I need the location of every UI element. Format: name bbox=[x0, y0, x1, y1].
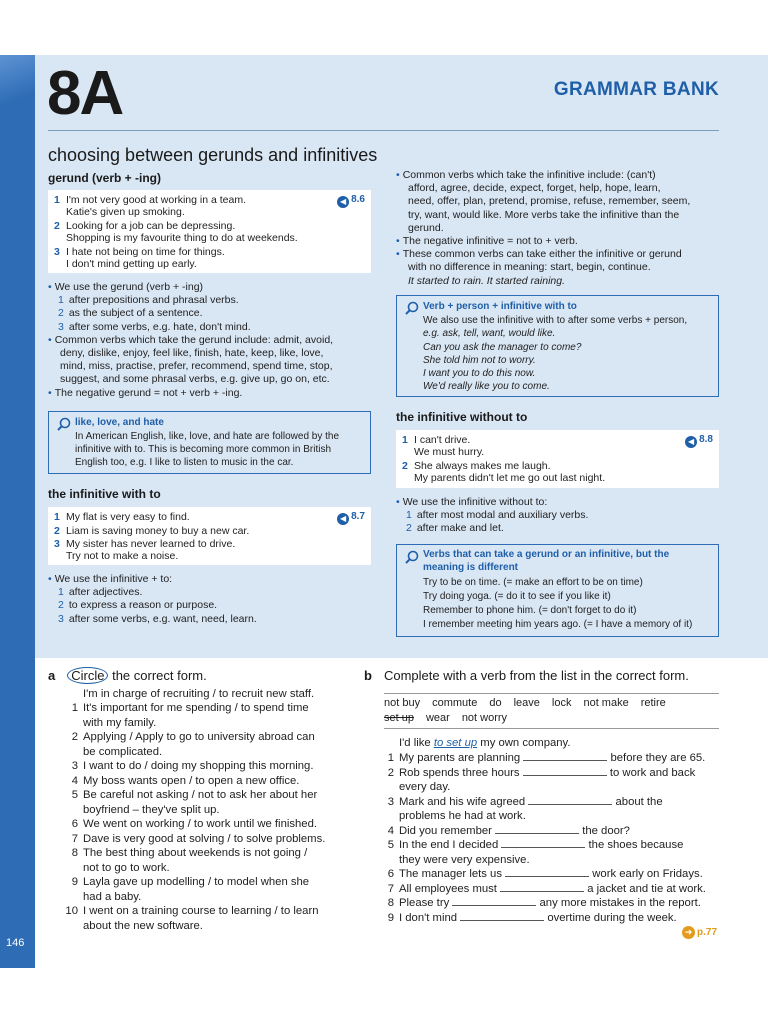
verb-person-infinitive-box bbox=[396, 295, 719, 397]
item-number: 1 bbox=[71, 702, 78, 714]
exercise-a-item[interactable] bbox=[64, 716, 156, 731]
item-text: Rob spends three hours bbox=[399, 766, 520, 779]
item-number: 6 bbox=[387, 868, 394, 880]
item-text: Layla gave up modelling / to model when she bbox=[83, 876, 310, 888]
like-love-hate-box bbox=[48, 411, 371, 474]
audio-ref[interactable] bbox=[337, 511, 365, 525]
rule-text: mind, miss, practise, prefer, recommend, spend time, stop, bbox=[60, 360, 333, 373]
item-text: Be careful not asking / not to ask her about her bbox=[83, 789, 318, 801]
item-text: It's important for me spending / to spend time bbox=[83, 702, 309, 714]
infinitive-without-to-heading: the infinitive without to bbox=[396, 410, 528, 424]
rule-text: need, offer, plan, pretend, promise, refuse, remember, seem, bbox=[408, 195, 691, 208]
rule-text: We use the infinitive + to: bbox=[54, 573, 173, 585]
infinitive-verbs-rules: • Common verbs which take the infinitive include: (can't) afford, agree, decide, expect, forget, help, hope, learn, need, offer, plan, pretend, promise, refuse, remember, seem, try, want, would like. More verbs take the infinitive than the gerund. • The negative infinitive = not to + verb. • These common verbs can take either the infinitive or gerund with no difference in meaning: start, begin, continue. It started to rain. It started raining. bbox=[396, 169, 691, 287]
exercise-b-item bbox=[380, 838, 683, 853]
word-option: wear bbox=[425, 712, 450, 724]
item-number: 2 bbox=[71, 731, 78, 743]
rule-text: afford, agree, decide, expect, forget, help, hope, learn, bbox=[408, 182, 661, 195]
example-answer: to set up bbox=[433, 737, 478, 749]
example-text: My parents didn't let me go out last night. bbox=[414, 472, 606, 484]
infinitive-examples bbox=[48, 507, 371, 565]
gerund-examples bbox=[48, 190, 371, 273]
item-text: I want to do / doing my shopping this morning. bbox=[83, 760, 314, 772]
word-option: lock bbox=[551, 697, 572, 709]
magnifier-icon bbox=[57, 417, 71, 431]
exercise-b-item bbox=[380, 795, 663, 810]
item-text: I went on a training course to learning / to learn bbox=[83, 905, 319, 917]
item-text: Please try bbox=[399, 897, 450, 909]
answer-blank[interactable] bbox=[523, 751, 607, 761]
item-text: All employees must bbox=[399, 882, 497, 895]
answer-blank[interactable] bbox=[452, 896, 536, 906]
exercise-b-item bbox=[380, 824, 630, 839]
item-text: to work and back bbox=[609, 766, 696, 779]
item-text: the door? bbox=[582, 824, 630, 837]
item-number: 7 bbox=[71, 832, 78, 845]
infinitive-with-to-heading: the infinitive with to bbox=[48, 487, 161, 501]
exercise-a-item[interactable] bbox=[64, 803, 220, 818]
item-number: 8 bbox=[387, 897, 394, 909]
example-text: I can't drive. bbox=[414, 434, 471, 446]
page-number: 146 bbox=[6, 937, 25, 949]
exercise-b-item bbox=[380, 751, 705, 766]
item-number: 8 bbox=[71, 847, 78, 859]
page-ref-label: p.77 bbox=[697, 927, 718, 938]
item-text: The manager lets us bbox=[399, 868, 502, 880]
item-text: about the new software. bbox=[83, 919, 203, 932]
item-text: boyfriend – they've split up. bbox=[83, 803, 220, 816]
exercise-a-item[interactable] bbox=[64, 817, 317, 832]
gerund-or-infinitive-box bbox=[396, 544, 719, 637]
item-number: 2 bbox=[387, 766, 394, 779]
exercise-a-item[interactable] bbox=[64, 875, 309, 890]
item-text: In the end I decided bbox=[399, 839, 499, 851]
page-title: choosing between gerunds and infinitives bbox=[48, 145, 378, 165]
exercise-instruction: the correct form. bbox=[108, 668, 207, 683]
rule-text: gerund. bbox=[408, 221, 444, 234]
item-text: every day. bbox=[399, 781, 451, 793]
item-text: any more mistakes in the report. bbox=[539, 897, 701, 909]
audio-label: 8.8 bbox=[699, 434, 713, 445]
rule-text: It started to rain. It started raining. bbox=[408, 274, 565, 287]
audio-label: 8.6 bbox=[351, 194, 365, 205]
item-text: be complicated. bbox=[83, 745, 163, 758]
rule-text: after prepositions and phrasal verbs. bbox=[68, 294, 239, 307]
item-text: problems he had at work. bbox=[399, 810, 526, 822]
speaker-icon: ◀ bbox=[337, 513, 349, 525]
box-line: She told him not to worry. bbox=[423, 355, 536, 366]
example-number: 2 bbox=[54, 525, 60, 537]
rule-text: Common verbs which take the gerund include: admit, avoid, bbox=[54, 333, 334, 346]
rule-text: The negative infinitive = not to + verb. bbox=[402, 235, 578, 248]
answer-blank[interactable] bbox=[460, 911, 544, 921]
answer-blank[interactable] bbox=[501, 838, 585, 848]
item-number: 4 bbox=[71, 774, 78, 787]
infinitive-rules: • We use the infinitive + to: 1 after adjectives. 2 to express a reason or purpose. 3 after some verbs, e.g. want, need, learn. bbox=[48, 573, 257, 625]
exercise-letter: b bbox=[364, 668, 372, 683]
magnifier-icon bbox=[405, 550, 419, 564]
unit-number: 8A bbox=[47, 59, 123, 128]
page-reference[interactable] bbox=[682, 926, 717, 939]
rule-text: after make and let. bbox=[416, 522, 504, 535]
item-text: My parents are planning bbox=[399, 752, 521, 764]
example-text: I hate not being on time for things. bbox=[66, 246, 225, 258]
example-text: I'm not very good at working in a team. bbox=[66, 194, 247, 206]
item-text: a jacket and tie at work. bbox=[587, 882, 706, 895]
exercise-a-item[interactable] bbox=[64, 861, 170, 876]
answer-blank[interactable] bbox=[500, 882, 584, 892]
example-text: I'd like bbox=[399, 737, 434, 749]
example-number: 2 bbox=[54, 220, 60, 232]
item-text: not to go to work. bbox=[83, 861, 170, 874]
exercise-a-item[interactable] bbox=[64, 832, 325, 847]
box-line: infinitive with to. This is becoming more common in British bbox=[75, 444, 332, 455]
example-text: My sister has never learned to drive. bbox=[66, 538, 236, 550]
example-number: 1 bbox=[54, 511, 60, 523]
exercise-b-item bbox=[380, 809, 526, 824]
rule-text: with no difference in meaning: start, begin, continue. bbox=[408, 261, 651, 274]
rule-text: try, want, would like. More verbs take the infinitive than the bbox=[408, 208, 680, 221]
item-number: 7 bbox=[387, 882, 394, 895]
speaker-icon: ◀ bbox=[685, 436, 697, 448]
example-number: 3 bbox=[54, 538, 60, 550]
word-option: leave bbox=[513, 697, 540, 709]
exercise-b-item bbox=[380, 896, 701, 911]
side-color-bar bbox=[0, 55, 35, 968]
audio-label: 8.7 bbox=[351, 511, 365, 522]
example-text: Shopping is my favourite thing to do at weekends. bbox=[66, 232, 298, 244]
speaker-icon: ◀ bbox=[337, 196, 349, 208]
box-line: We'd really like you to come. bbox=[423, 381, 550, 392]
example-text: We must hurry. bbox=[414, 446, 485, 458]
box-title: like, love, and hate bbox=[75, 417, 164, 428]
box-title: Verbs that can take a gerund or an infinitive, but the bbox=[423, 549, 670, 560]
answer-blank[interactable] bbox=[523, 766, 607, 776]
exercise-a-item[interactable] bbox=[64, 904, 319, 919]
example-text: my own company. bbox=[477, 737, 571, 749]
item-text: they were very expensive. bbox=[399, 853, 530, 866]
exercise-a-heading bbox=[48, 668, 207, 683]
item-number: 5 bbox=[71, 789, 78, 801]
example-text: My flat is very easy to find. bbox=[66, 511, 190, 523]
box-line: Can you ask the manager to come? bbox=[423, 342, 582, 353]
exercise-a-item[interactable] bbox=[64, 774, 299, 789]
header-rule bbox=[48, 130, 719, 131]
gerund-heading: gerund (verb + -ing) bbox=[48, 171, 162, 185]
exercise-a-item[interactable] bbox=[64, 701, 309, 716]
rule-text: after some verbs, e.g. want, need, learn. bbox=[68, 612, 257, 625]
item-text: Mark and his wife agreed bbox=[399, 795, 526, 808]
section-title: GRAMMAR BANK bbox=[553, 79, 719, 100]
item-text: before they are 65. bbox=[610, 752, 706, 764]
rule-text: Common verbs which take the infinitive include: (can't) bbox=[402, 169, 656, 181]
example-number: 3 bbox=[54, 246, 60, 258]
box-line: In American English, like, love, and hate are followed by the bbox=[75, 431, 340, 442]
item-text: The best thing about weekends is not going / bbox=[83, 847, 308, 859]
example-text: I don't mind getting up early. bbox=[66, 258, 197, 270]
example-number: 2 bbox=[402, 460, 408, 472]
item-text: Dave is very good at solving / to solve problems. bbox=[83, 832, 326, 845]
box-line: I want you to do this now. bbox=[423, 368, 536, 379]
item-text: Applying / Apply to go to university abroad can bbox=[83, 731, 315, 743]
item-number: 3 bbox=[387, 795, 394, 808]
example-text: Try not to make a noise. bbox=[66, 550, 179, 562]
box-line: Remember to phone him. (= don't forget to do it) bbox=[423, 605, 637, 616]
item-text: work early on Fridays. bbox=[592, 868, 703, 880]
item-text: We went on working / to work until we finished. bbox=[83, 818, 317, 830]
box-line: Try to be on time. (= make an effort to be on time) bbox=[423, 577, 643, 588]
exercise-b-example bbox=[380, 736, 571, 751]
item-text: My boss wants open / to open a new office. bbox=[83, 774, 300, 787]
example-sentence: I'm in charge of recruiting / to recruit new staff. bbox=[83, 688, 315, 700]
box-title: meaning is different bbox=[423, 562, 519, 573]
rule-text: We use the infinitive without to: bbox=[402, 496, 548, 508]
infinitive-without-rules: • We use the infinitive without to: 1 after most modal and auxiliary verbs. 2 after make and let. bbox=[396, 496, 589, 535]
side-bar-accent bbox=[0, 55, 35, 115]
magnifier-icon bbox=[405, 301, 419, 315]
box-title: Verb + person + infinitive with to bbox=[423, 301, 577, 312]
word-option: do bbox=[489, 697, 502, 709]
item-text: with my family. bbox=[83, 716, 157, 729]
rule-text: suggest, and some phrasal verbs, e.g. give up, go on, etc. bbox=[60, 373, 330, 386]
gerund-rules: • We use the gerund (verb + -ing) 1 after prepositions and phrasal verbs. 2 as the subject of a sentence. 3 after some verbs, e.g. hate, don't mind. • Common verbs which take the gerund include: admit, avoid, deny, dislike, enjoy, feel like, finish, hate, keep, like, love, mind, miss, practise, prefer, recommend, spend time, stop, suggest, and some phrasal verbs, e.g. give up, go on, etc. • The negative gerund = not + verb + -ing. bbox=[48, 281, 334, 399]
rule-text: We use the gerund (verb + -ing) bbox=[54, 281, 204, 293]
exercise-b-item bbox=[380, 867, 703, 882]
item-number: 6 bbox=[71, 818, 78, 830]
box-line: Try doing yoga. (= do it to see if you like it) bbox=[423, 591, 611, 602]
box-line: English too, e.g. I like to listen to music in the car. bbox=[75, 457, 294, 468]
item-text: overtime during the week. bbox=[547, 911, 677, 924]
exercise-b-item bbox=[380, 766, 695, 781]
item-number: 4 bbox=[387, 824, 394, 837]
rule-text: deny, dislike, enjoy, feel like, finish, hate, keep, like, love, bbox=[60, 347, 324, 360]
exercise-b-item bbox=[380, 911, 677, 926]
item-number: 3 bbox=[71, 760, 78, 772]
word-option: retire bbox=[640, 697, 666, 709]
item-text: the shoes because bbox=[588, 839, 684, 851]
item-number: 9 bbox=[71, 876, 78, 888]
rule-text: after adjectives. bbox=[68, 586, 143, 599]
rule-text: as the subject of a sentence. bbox=[68, 307, 203, 320]
item-number: 9 bbox=[387, 911, 394, 924]
rule-text: to express a reason or purpose. bbox=[68, 599, 218, 612]
word-option: commute bbox=[432, 697, 478, 709]
exercise-b-item bbox=[380, 882, 706, 897]
box-line: I remember meeting him years ago. (= I have a memory of it) bbox=[423, 619, 693, 630]
word-list bbox=[384, 693, 719, 729]
exercise-a-example bbox=[64, 687, 314, 702]
infinitive-without-examples bbox=[396, 430, 719, 488]
box-line: e.g. ask, tell, want, would like. bbox=[423, 328, 556, 339]
exercise-a-item[interactable] bbox=[64, 788, 317, 803]
rule-text: These common verbs can take either the infinitive or gerund bbox=[402, 248, 682, 261]
exercise-a-item[interactable] bbox=[64, 759, 313, 774]
example-number: 1 bbox=[402, 434, 408, 446]
exercise-a-item[interactable] bbox=[64, 730, 315, 745]
exercise-a-item[interactable] bbox=[64, 846, 307, 861]
item-number: 5 bbox=[387, 839, 394, 851]
exercise-letter: a bbox=[48, 668, 56, 683]
word-option: set up bbox=[384, 712, 414, 724]
item-number: 1 bbox=[387, 752, 394, 764]
exercise-b-heading bbox=[364, 668, 689, 683]
item-text: I don't mind bbox=[399, 911, 458, 924]
rule-text: after some verbs, e.g. hate, don't mind. bbox=[68, 320, 251, 333]
exercise-a-item[interactable] bbox=[64, 745, 162, 760]
circle-word: Circle bbox=[67, 667, 108, 684]
exercise-b-item bbox=[380, 780, 450, 795]
answer-blank[interactable] bbox=[505, 867, 589, 877]
exercise-a-item[interactable] bbox=[64, 919, 203, 934]
example-number: 1 bbox=[54, 194, 60, 206]
word-option: not worry bbox=[461, 712, 508, 724]
word-option: not buy bbox=[384, 697, 421, 709]
exercise-instruction: Complete with a verb from the list in the correct form. bbox=[383, 668, 689, 683]
audio-ref[interactable] bbox=[685, 434, 713, 448]
item-text: had a baby. bbox=[83, 890, 142, 903]
audio-ref[interactable] bbox=[337, 194, 365, 208]
item-text: Did you remember bbox=[399, 824, 492, 837]
rule-text: after most modal and auxiliary verbs. bbox=[416, 509, 589, 522]
exercise-b-item bbox=[380, 853, 530, 868]
example-text: She always makes me laugh. bbox=[414, 460, 551, 472]
box-line: We also use the infinitive with to after some verbs + person, bbox=[423, 315, 688, 326]
example-text: Looking for a job can be depressing. bbox=[66, 220, 236, 232]
example-text: Katie's given up smoking. bbox=[66, 206, 185, 218]
item-number: 10 bbox=[65, 905, 78, 917]
rule-text: The negative gerund = not + verb + -ing. bbox=[54, 386, 243, 399]
exercise-a-item[interactable] bbox=[64, 890, 141, 905]
example-text: Liam is saving money to buy a new car. bbox=[66, 525, 250, 537]
answer-blank[interactable] bbox=[495, 824, 579, 834]
word-option: not make bbox=[583, 697, 629, 709]
arrow-icon: ➜ bbox=[682, 926, 695, 939]
item-text: about the bbox=[615, 795, 663, 808]
answer-blank[interactable] bbox=[528, 795, 612, 805]
